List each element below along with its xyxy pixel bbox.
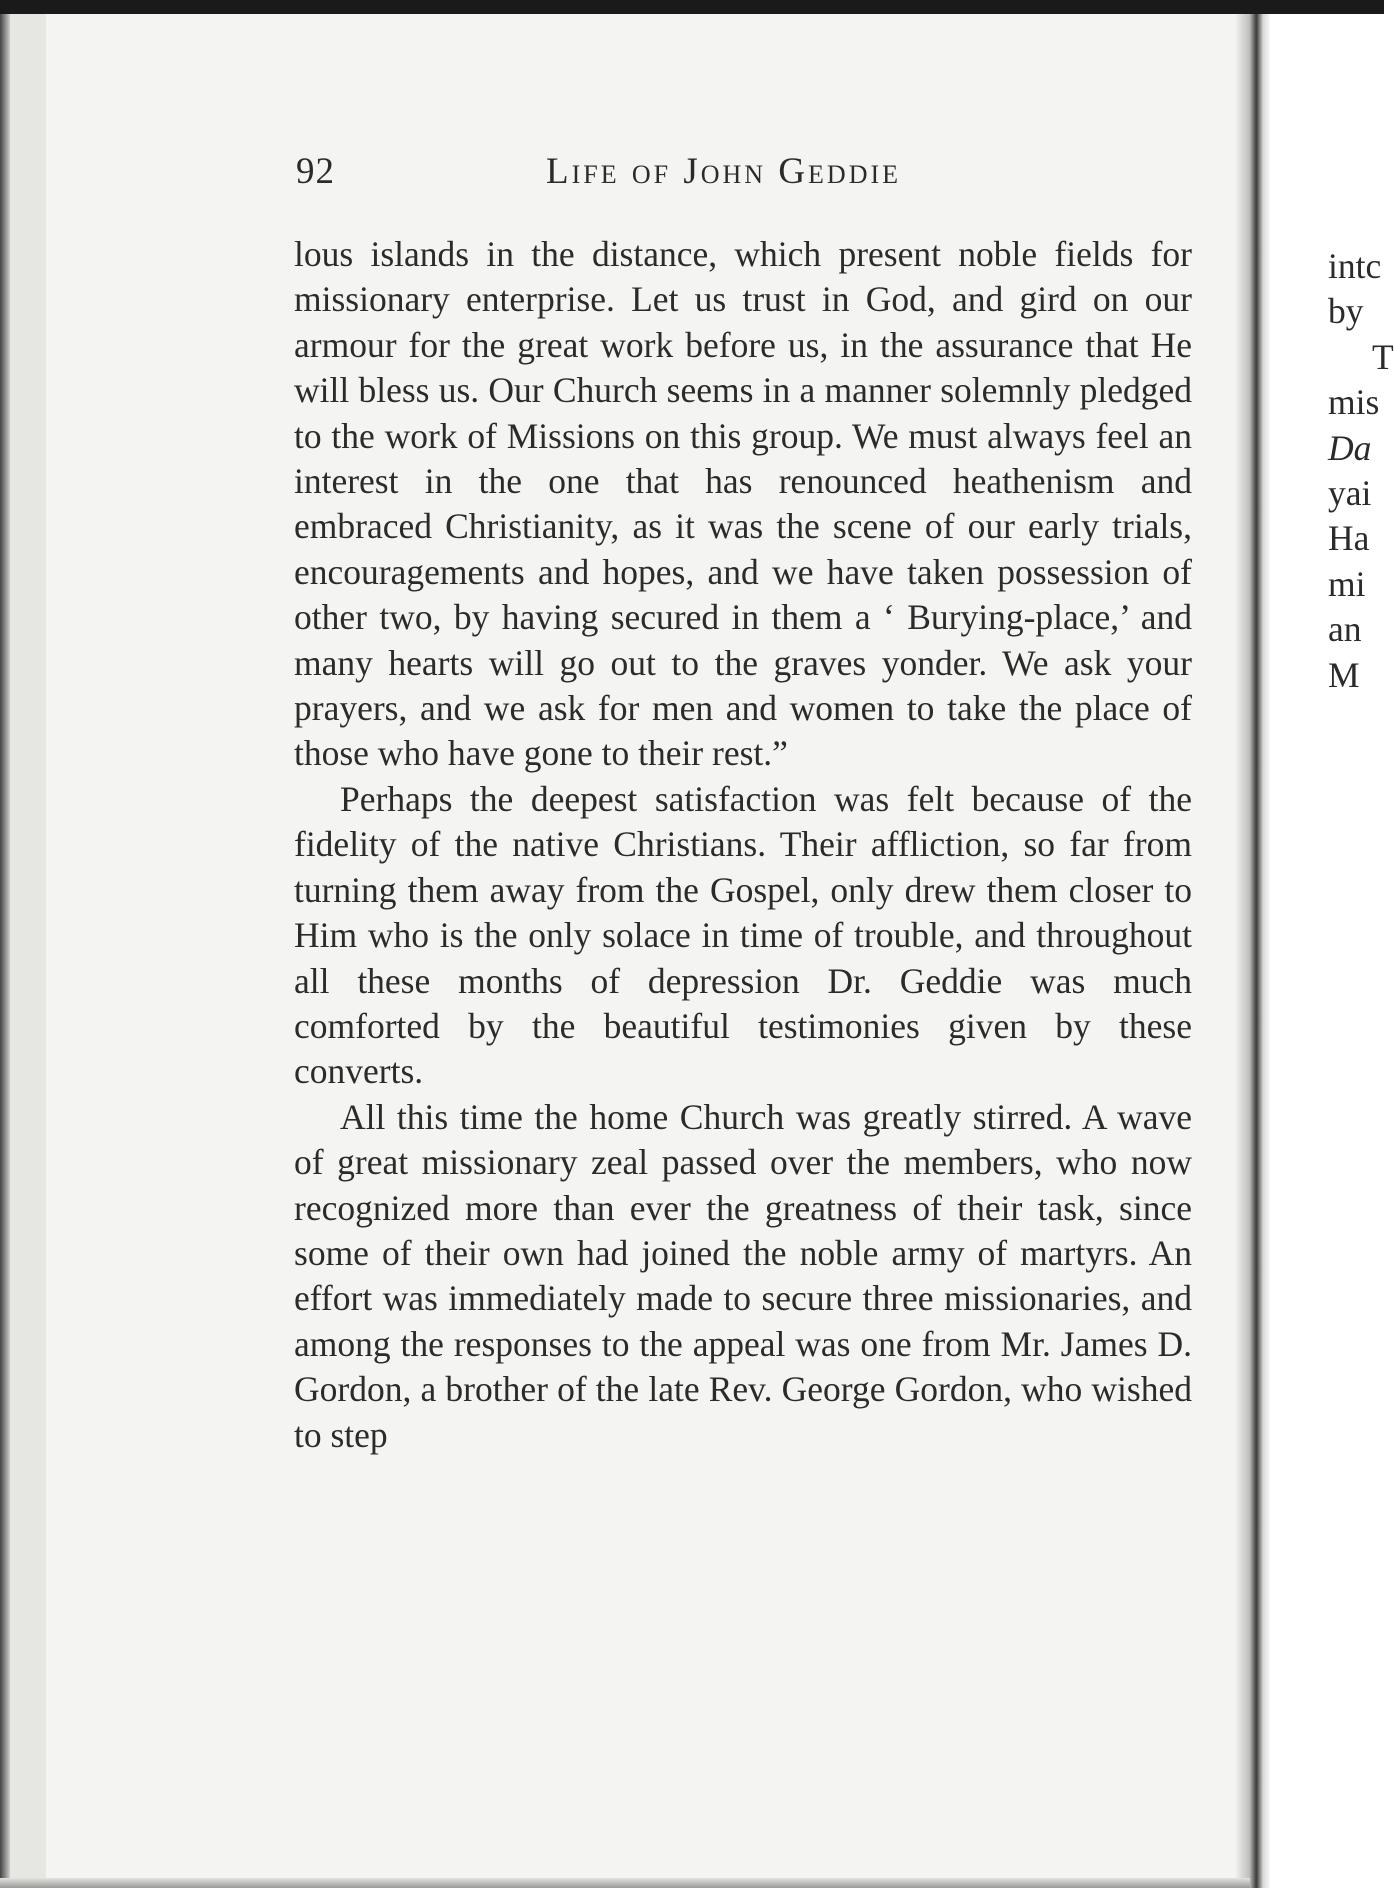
running-title: Life of John Geddie — [546, 151, 902, 192]
paragraph-3: All this time the home Church was greatly stirred. A wave of great missionary zeal passed over the members, who now recognized more than ever the greatness of their task, since some of their own had joined the noble army of martyrs. An effort was immediately made to secure three missionaries, and among the responses to the appeal was one from Mr. James D. Gordon, a brother of the late Rev. George Gordon, who wished to step — [294, 1096, 1192, 1455]
facing-fragment: T — [1372, 336, 1394, 377]
body-text — [294, 232, 1192, 1458]
facing-fragment: Da — [1328, 427, 1372, 468]
facing-page-text — [1328, 244, 1394, 698]
facing-fragment: by — [1328, 291, 1364, 332]
facing-fragment: intc — [1328, 246, 1382, 286]
paragraph-1: lous islands in the distance, which present noble fields for missionary enterprise. Let us trust in God, and gird on our armour for the great work before us, in the assurance that He will bless us. Our Church seems in a manner solemnly pledged to the work of Missions on this group. We must always feel an interest in the one that has renounced heathenism and embraced Christianity, as it was the scene of our early trials, encouragements and hopes, and we have taken possession of other two, by having secured in them a ‘ Burying-place,’ and many hearts will go out to the graves yonder. We ask your prayers, and we ask for men and women to take the place of those who have gone to their rest.” — [294, 234, 1192, 774]
facing-fragment: yai — [1328, 473, 1372, 514]
paragraph-2: Perhaps the deepest satisfaction was felt because of the fidelity of the native Christians. Their affliction, so far from turning them away from the Gospel, only drew them closer to Him who is the only solace in time of trouble, and throughout all these months of depression Dr. Geddie was much comforted by the beautiful testimonies given by these converts. — [294, 778, 1192, 1092]
scan-bottom-edge — [0, 1878, 1250, 1888]
facing-fragment: M — [1328, 654, 1360, 695]
page-number: 92 — [296, 151, 335, 192]
running-head — [296, 150, 1196, 200]
scan-top-edge — [0, 0, 1384, 14]
book-edge-shadow — [0, 14, 10, 1888]
book-gutter — [1236, 14, 1270, 1888]
facing-fragment: an — [1328, 609, 1362, 650]
facing-fragment: mis — [1328, 382, 1380, 423]
facing-fragment: mi — [1328, 563, 1366, 604]
facing-fragment: Ha — [1328, 518, 1370, 559]
